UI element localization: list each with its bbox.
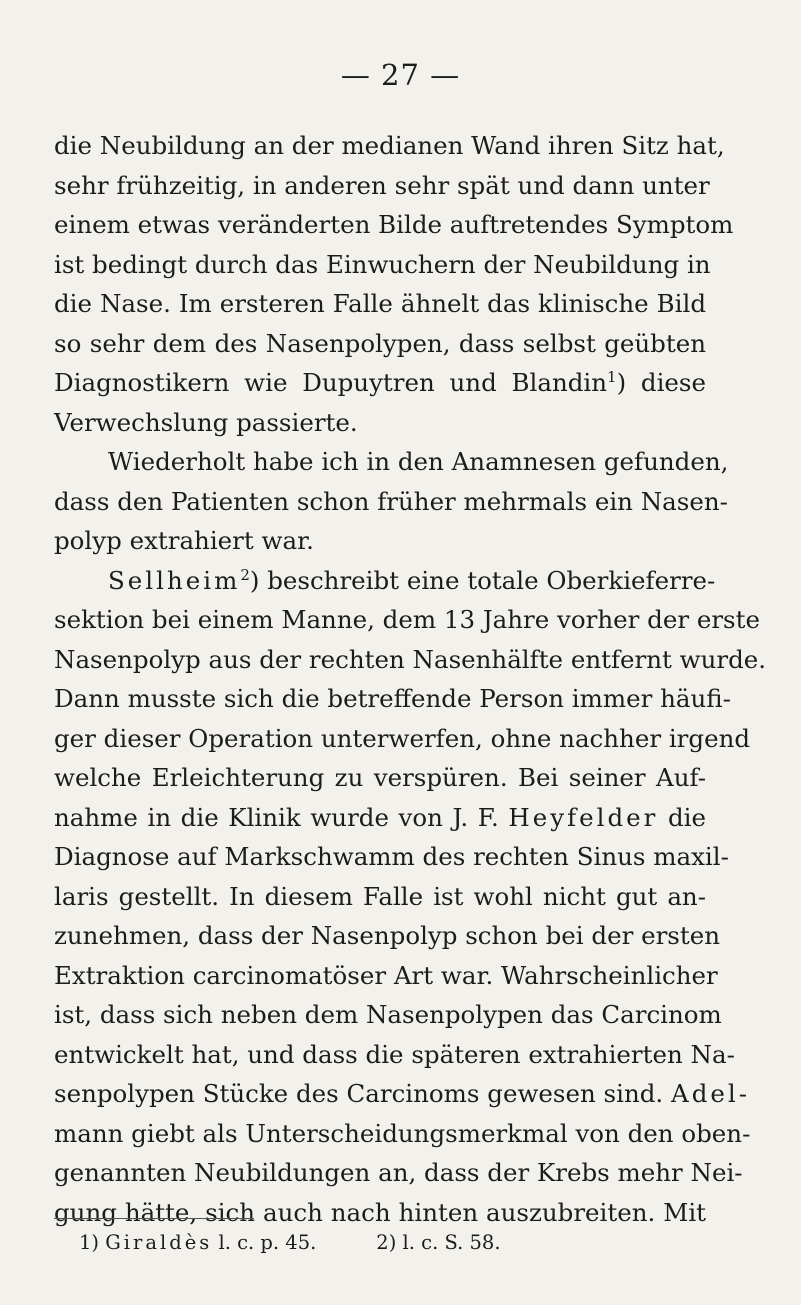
footnote-1 <box>79 1231 316 1254</box>
text-run: ) beschreibt eine totale Oberkieferre- <box>249 565 716 595</box>
footnotes <box>79 1231 501 1254</box>
author-name: Sellheim <box>108 565 241 595</box>
text-line: genannten Neubildungen an, dass der Krebs mehr Nei- <box>54 1158 743 1187</box>
text-line: Dann musste sich die betreffende Person immer häufi- <box>54 684 731 713</box>
text-line: Diagnose auf Markschwamm des rechten Sinus maxil- <box>54 842 729 871</box>
text-line: zunehmen, dass der Nasenpolyp schon bei der ersten <box>54 921 720 950</box>
text-line: entwickelt hat, und dass die späteren extrahierten Na- <box>54 1039 735 1069</box>
text-line: sehr frühzeitig, in anderen sehr spät und dann unter <box>54 170 710 200</box>
text-run: Diagnostikern wie Dupuytren und Blandin <box>54 368 608 397</box>
text-line: laris gestellt. In diesem Falle ist wohl nicht gut an- <box>54 881 706 911</box>
text-line: so sehr dem des Nasenpolypen, dass selbst geübten <box>54 328 706 358</box>
text-line: Verwechslung passierte. <box>54 407 358 437</box>
text-line: welche Erleichterung zu verspüren. Bei seiner Auf- <box>54 763 706 792</box>
footnote-ref: l. c. p. 45. <box>218 1231 317 1254</box>
footnote-marker: 2) <box>376 1231 397 1254</box>
text-line <box>54 363 706 403</box>
text-line: ger dieser Operation unterwerfen, ohne nachher irgend <box>54 723 751 753</box>
text-line: sektion bei einem Manne, dem 13 Jahre vorher der erste <box>54 605 760 634</box>
text-line: die Nase. Im ersteren Falle ähnelt das klinische Bild <box>54 289 706 318</box>
text-line <box>54 798 706 838</box>
footnote-ref: l. c. S. 58. <box>402 1231 501 1254</box>
footnote-marker: 1) <box>79 1231 100 1254</box>
page-number: — 27 — <box>340 58 461 92</box>
footnote-marker: 1 <box>607 367 617 386</box>
text-line: mann giebt als Unterscheidungsmerkmal von den oben- <box>54 1118 751 1148</box>
text-line <box>54 561 716 601</box>
footnote-divider <box>54 1218 254 1219</box>
text-line: gung hätte, sich auch nach hinten auszubreiten. Mit <box>54 1197 706 1227</box>
text-line <box>54 1074 750 1114</box>
text-run: nahme in die Klinik wurde von J. F. <box>54 802 509 832</box>
text-line: polyp extrahiert war. <box>54 526 314 555</box>
text-line: einem etwas veränderten Bilde auftretendes Symptom <box>54 210 734 239</box>
text-line: die Neubildung an der medianen Wand ihren Sitz hat, <box>54 131 725 160</box>
footnote-2 <box>376 1231 500 1254</box>
text-line: ist bedingt durch das Einwuchern der Neubildung in <box>54 249 711 279</box>
text-run: die <box>658 802 706 832</box>
body-text <box>54 126 767 1232</box>
text-line: Wiederholt habe ich in den Anamnesen gefunden, <box>108 447 729 476</box>
author-name: Giraldès <box>105 1231 213 1254</box>
author-name: Heyfelder <box>508 802 659 832</box>
text-line: Extraktion carcinomatöser Art war. Wahrscheinlicher <box>54 960 718 990</box>
text-line: ist, dass sich neben dem Nasenpolypen das Carcinom <box>54 1000 722 1029</box>
text-run: ) diese <box>616 368 706 397</box>
text-line: dass den Patienten schon früher mehrmals ein Nasen- <box>54 486 728 516</box>
author-name: Adel- <box>671 1079 750 1108</box>
text-line: Nasenpolyp aus der rechten Nasenhälfte entfernt wurde. <box>54 644 767 674</box>
text-run: senpolypen Stücke des Carcinoms gewesen sind. <box>54 1079 671 1108</box>
footnote-marker: 2 <box>240 565 250 584</box>
